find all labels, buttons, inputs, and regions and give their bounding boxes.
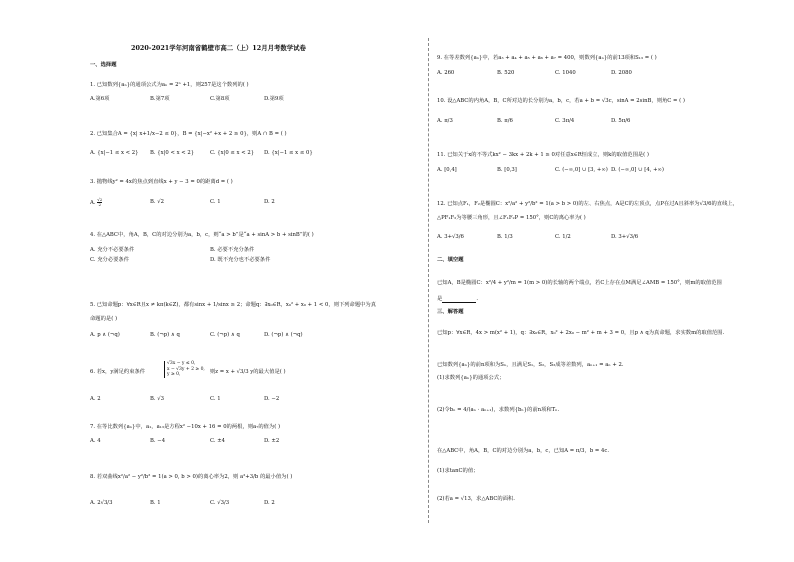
q1-option-c: C.第8项	[210, 96, 230, 102]
q12-option-c: C. 1/2	[555, 234, 571, 240]
section-multiple-choice: 一、选择题	[90, 62, 117, 68]
solution-2-part1: (1)求数列{aₙ}的通项公式；	[437, 375, 505, 381]
solution-3-part1: (1)求tanC的值；	[437, 468, 479, 474]
q10-option-d: D. 5π/6	[611, 118, 631, 124]
q1-option-b: B.第7项	[150, 96, 170, 102]
q1-option-d: D.第9项	[264, 96, 284, 102]
q6-option-c: C. 1	[210, 396, 221, 402]
q7-option-d: D. ±2	[264, 438, 280, 444]
q10-option-a: A. π/3	[437, 118, 453, 124]
q7-option-b: B. −4	[150, 438, 166, 444]
section-solutions: 三、解答题	[437, 309, 464, 315]
section-fill-in: 二、填空题	[437, 257, 464, 263]
question-6-stem: 6. 若x，y满足约束条件	[90, 369, 146, 375]
q6-option-b: B. √3	[150, 396, 165, 402]
q4-option-a: A. 充分不必要条件	[90, 247, 135, 253]
q2-option-c: C. {x|0 ≤ x < 2}	[210, 150, 255, 156]
q8-option-d: D. 2	[264, 500, 275, 506]
q3-option-c: C. 1	[210, 199, 221, 205]
q12-option-b: B. 1/3	[497, 234, 513, 240]
q2-option-d: D. {x|−1 ≤ x ≤ 0}	[264, 150, 313, 156]
q11-option-b: B. [0,3]	[497, 167, 517, 173]
q5-option-a: A. p ∧ (¬q)	[90, 332, 120, 338]
question-3-stem: 3. 抛物线y² = 4x的焦点到直线x + y − 3 = 0的距离d = ( )	[90, 179, 233, 185]
question-10-stem: 10. 设△ABC的内角A，B，C所对边的长分别为a，b，c，若a + b = √3c，sinA = 2sinB，则角C = ( )	[437, 98, 685, 104]
q6-stem-tail: 则z = x + √3/3 y的最大值是( )	[210, 369, 286, 375]
q2-option-a: A. {x|−1 ≤ x < 2}	[90, 150, 139, 156]
exam-title: 2020-2021学年河南省鹤壁市高二（上）12月月考数学试卷	[131, 44, 306, 52]
solution-3-part2: (2)若a = √13，求△ABC的面积.	[437, 496, 515, 502]
q7-option-a: A. 4	[90, 438, 101, 444]
column-divider	[428, 38, 429, 523]
q3-option-b: B. √2	[150, 199, 165, 205]
q11-option-d: D. (−∞,0] ∪ [4, +∞)	[611, 167, 664, 173]
q9-option-c: C. 1040	[555, 70, 576, 76]
q9-option-d: D. 2080	[611, 70, 632, 76]
question-9-stem: 9. 在等差数列{aₙ}中，若a₃ + a₄ + a₅ + a₆ + a₇ = 400，则数列{aₙ}的前13项和S₁₃ = ( )	[437, 55, 657, 61]
question-4-stem: 4. 在△ABC中，角A，B，C的对边分别为a，b，c，则“a > b”是“a + sinA > b + sinB”的( )	[90, 232, 314, 238]
q5-option-c: C. (¬p) ∧ q	[210, 332, 240, 338]
question-5-stem: 5. 已知命题p：∀x∈R且x ≠ kπ(k∈Z)，都有sinx + 1/sinx ≥ 2；命题q：∃x₀∈R，x₀² + x₀ + 1 < 0，则下列命题中为真	[90, 302, 377, 308]
q9-option-a: A. 260	[437, 70, 455, 76]
q9-option-b: B. 520	[497, 70, 515, 76]
q8-option-b: B. 1	[150, 500, 161, 506]
q6-constraint-system: √3x − y ≤ 0, x − √3y + 2 ≥ 0, y ≥ 0,	[164, 361, 205, 378]
q7-option-c: C. ±4	[210, 438, 226, 444]
q4-option-b: B. 必要不充分条件	[210, 247, 255, 253]
q1-option-a: A.第6项	[90, 96, 110, 102]
solution-2-stem: 已知数列{aₙ}的前n项和为Sₙ，且满足S₁，S₂，S₃成等差数列，aₙ₊₁ = aₙ + 2.	[437, 362, 624, 368]
solution-2-part2: (2)令bₙ = 4/(aₙ · aₙ₊₁)，求数列{bₙ}的前n项和Tₙ.	[437, 407, 560, 413]
q3-option-a: A. $\frac{√2}{2}$	[90, 197, 103, 207]
q11-option-a: A. [0,4]	[437, 167, 457, 173]
q8-option-c: C. √3/3	[210, 500, 230, 506]
q10-option-b: B. π/6	[497, 118, 513, 124]
answer-blank	[442, 297, 476, 303]
solution-1-stem: 已知p：∀x∈R，4x > m(x² + 1)，q：∃x₀∈R，x₀² + 2x₀ − m² + m + 3 = 0，且p ∧ q为真命题，求实数m的取值范围.	[437, 330, 725, 336]
question-12-stem-cont: △PF₁F₂为等腰三角形，且∠F₁F₂P = 150°，则C的离心率为( )	[437, 215, 586, 221]
fill-question-line1: 已知A，B是椭圆C：x²/4 + y²/m = 1(m > 0)的长轴的两个端点，若C上存在点M满足∠AMB = 150°，则m的取值范围	[437, 280, 722, 286]
q12-option-a: A. 3+√3/6	[437, 234, 464, 240]
q6-option-a: A. 2	[90, 396, 101, 402]
question-2-stem: 2. 已知集合A = {x| x+1/x−2 ≤ 0}，B = {x|−x² +x + 2 ≥ 0}，则A ∩ B = ( )	[90, 131, 287, 137]
q12-option-d: D. 3+√3/6	[611, 234, 639, 240]
q4-option-d: D. 既不充分也不必要条件	[210, 257, 271, 263]
question-7-stem: 7. 在等比数列{aₙ}中，a₁，a₁₃是方程x² −10x + 16 = 0的两根，则a₇的值为( )	[90, 424, 281, 430]
question-5-stem-cont: 命题的是( )	[90, 316, 118, 322]
q6-option-d: D. −2	[264, 396, 280, 402]
fill-question-line2: 是 .	[437, 296, 478, 302]
solution-3-stem: 在△ABC中，角A，B，C的对边分别为a，b，c，已知A = π/3，b = 4c.	[437, 448, 610, 454]
question-11-stem: 11. 已知关于x的不等式kx² − 3kx + 2k + 1 ≥ 0对任意x∈R恒成立，则k的取值范围是( )	[437, 152, 649, 158]
q10-option-c: C. 3π/4	[555, 118, 575, 124]
question-12-stem: 12. 已知点F₁，F₂是椭圆C：x²/a² + y²/b² = 1(a > b > 0)的左、右焦点，A是C的左顶点，点P在过A且斜率为√3/6的直线上，	[437, 201, 738, 207]
q3-option-d: D. 2	[264, 199, 275, 205]
question-1-stem: 1. 已知数列{aₙ}的通项公式为aₙ = 2ⁿ +1，则257是这个数列的( )	[90, 82, 249, 88]
question-8-stem: 8. 若双曲线x²/a² − y²/b² = 1(a > 0, b > 0)的离心率为2，则 a²+3/b 的最小值为( )	[90, 474, 293, 480]
q5-option-b: B. (¬p) ∧ q	[150, 332, 180, 338]
q5-option-d: D. (¬p) ∧ (¬q)	[264, 332, 303, 338]
q4-option-c: C. 充分必要条件	[90, 257, 130, 263]
q2-option-b: B. {x|0 < x < 2}	[150, 150, 195, 156]
q8-option-a: A. 2√3/3	[90, 500, 113, 506]
q11-option-c: C. (−∞,0] ∪ [3, +∞)	[555, 167, 608, 173]
